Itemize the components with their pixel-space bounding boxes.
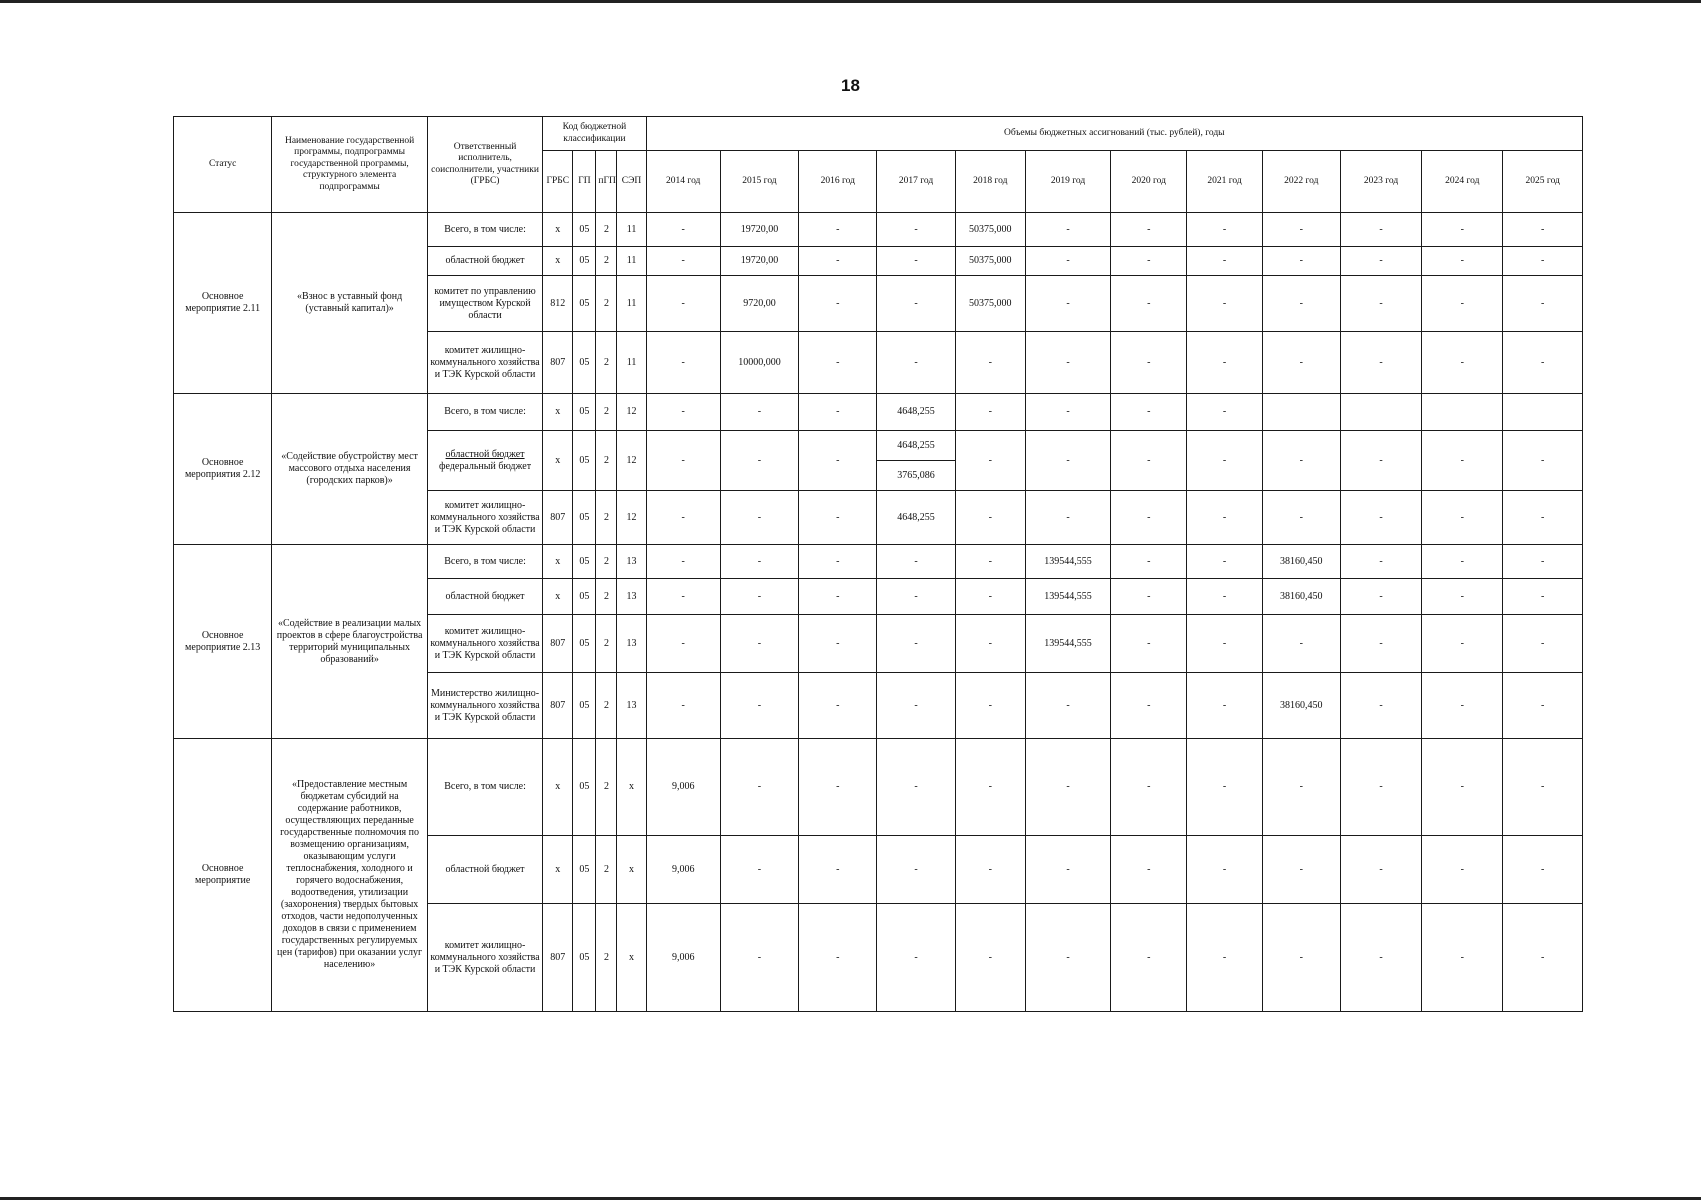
header-responsible: Ответственный исполнитель, соисполнители, участники (ГРБС) <box>427 117 542 213</box>
value-cell: - <box>1111 545 1187 579</box>
value-cell: - <box>1340 491 1421 545</box>
value-cell: - <box>1187 213 1262 247</box>
participant-cell: комитет жилищно-коммунального хозяйства и ТЭК Курской области <box>427 615 542 673</box>
participant-cell: областной бюджет федеральный бюджет <box>427 431 542 491</box>
value-cell: - <box>720 394 798 431</box>
code-gp-cell: 05 <box>573 673 596 739</box>
code-pgp-cell: 2 <box>596 673 617 739</box>
status-cell: Основное мероприятие 2.13 <box>174 545 272 739</box>
code-pgp-cell: 2 <box>596 332 617 394</box>
value-cell: - <box>1503 615 1583 673</box>
value-cell: - <box>877 904 955 1012</box>
value-cell: - <box>877 836 955 904</box>
value-cell: - <box>955 579 1025 615</box>
value-cell: - <box>1503 739 1583 836</box>
value-cell: - <box>1340 332 1421 394</box>
value-cell: - <box>1503 213 1583 247</box>
value-cell: - <box>877 739 955 836</box>
value-cell: - <box>646 276 720 332</box>
participant-cell: Всего, в том числе: <box>427 739 542 836</box>
value-cell: 9,006 <box>646 739 720 836</box>
code-sep-cell: 12 <box>617 491 646 545</box>
value-cell: 4648,255 <box>877 491 955 545</box>
value-cell: - <box>799 836 877 904</box>
table-row <box>174 213 1583 247</box>
value-cell: - <box>1111 904 1187 1012</box>
header-year-6: 2020 год <box>1111 151 1187 213</box>
value-cell: - <box>646 431 720 491</box>
status-cell: Основное мероприятия 2.12 <box>174 394 272 545</box>
value-cell: - <box>1503 491 1583 545</box>
code-pgp-cell: 2 <box>596 431 617 491</box>
code-sep-cell: 13 <box>617 615 646 673</box>
program-name-cell: «Предоставление местным бюджетам субсидий на содержание работников, осуществляющих переданные государственные полномочия по возмещению организациям, оказывающим услуги теплоснабжения, холодного и горячего водоснабжения, водоотведения, утилизации (захоронения) твердых бытовых отходов, части недополученных доходов в связи с применением государственных регулируемых цен (тарифов) при оказании услуг населению» <box>272 739 428 1012</box>
value-cell: - <box>1422 545 1503 579</box>
value-cell <box>1262 394 1340 431</box>
code-gp-cell: 05 <box>573 332 596 394</box>
code-sep-cell: 12 <box>617 431 646 491</box>
value-cell: - <box>1187 545 1262 579</box>
value-cell: - <box>799 431 877 491</box>
code-gp-cell: 05 <box>573 579 596 615</box>
code-gp-cell: 05 <box>573 276 596 332</box>
value-cell: - <box>799 904 877 1012</box>
value-cell: - <box>1503 545 1583 579</box>
value-cell: - <box>1340 545 1421 579</box>
value-cell: - <box>1422 213 1503 247</box>
value-cell: - <box>646 615 720 673</box>
value-cell: - <box>877 276 955 332</box>
value-cell: - <box>1111 332 1187 394</box>
value-cell: 38160,450 <box>1262 545 1340 579</box>
value-cell: - <box>799 213 877 247</box>
program-name-cell: «Содействие в реализации малых проектов в сфере благоустройства территорий муниципальных образований» <box>272 545 428 739</box>
value-cell: - <box>799 332 877 394</box>
value-cell: - <box>646 673 720 739</box>
value-cell: - <box>1111 394 1187 431</box>
value-cell: - <box>1262 836 1340 904</box>
value-cell: 19720,00 <box>720 247 798 276</box>
value-cell: - <box>720 739 798 836</box>
code-pgp-cell: 2 <box>596 836 617 904</box>
value-cell: - <box>1340 579 1421 615</box>
value-cell: - <box>720 579 798 615</box>
value-cell: - <box>799 673 877 739</box>
status-cell: Основное мероприятие 2.11 <box>174 213 272 394</box>
program-name-cell: «Взнос в уставный фонд (уставный капитал)» <box>272 213 428 394</box>
value-cell: - <box>1503 431 1583 491</box>
value-cell: - <box>1422 579 1503 615</box>
value-cell: - <box>1503 904 1583 1012</box>
code-pgp-cell: 2 <box>596 213 617 247</box>
program-name-cell: «Содействие обустройству мест массового отдыха населения (городских парков)» <box>272 394 428 545</box>
code-pgp-cell: 2 <box>596 491 617 545</box>
budget-table <box>173 116 1583 1012</box>
value-cell: - <box>1187 579 1262 615</box>
participant-cell: Всего, в том числе: <box>427 213 542 247</box>
value-cell: - <box>877 673 955 739</box>
code-grbs-cell: x <box>543 213 573 247</box>
value-cell: - <box>1262 904 1340 1012</box>
value-cell: - <box>1187 739 1262 836</box>
value-cell: - <box>1422 276 1503 332</box>
value-cell: - <box>1422 836 1503 904</box>
code-gp-cell: 05 <box>573 247 596 276</box>
value-cell: - <box>955 904 1025 1012</box>
value-cell: - <box>1025 836 1110 904</box>
header-status: Статус <box>174 117 272 213</box>
code-gp-cell: 05 <box>573 739 596 836</box>
value-cell: - <box>955 836 1025 904</box>
code-sep-cell: x <box>617 904 646 1012</box>
header-year-7: 2021 год <box>1187 151 1262 213</box>
value-cell: - <box>720 491 798 545</box>
code-sep-cell: 12 <box>617 394 646 431</box>
code-gp-cell: 05 <box>573 431 596 491</box>
value-cell: - <box>1422 247 1503 276</box>
code-grbs-cell: x <box>543 545 573 579</box>
value-cell: - <box>1111 213 1187 247</box>
value-cell: - <box>799 247 877 276</box>
participant-cell: комитет жилищно-коммунального хозяйства и ТЭК Курской области <box>427 332 542 394</box>
value-cell: - <box>877 615 955 673</box>
value-cell: - <box>1262 276 1340 332</box>
header-volumes-group: Объемы бюджетных ассигнований (тыс. рублей), годы <box>646 117 1582 151</box>
code-gp-cell: 05 <box>573 545 596 579</box>
participant-cell: комитет жилищно-коммунального хозяйства и ТЭК Курской области <box>427 491 542 545</box>
value-cell: - <box>1503 332 1583 394</box>
code-gp-cell: 05 <box>573 836 596 904</box>
value-cell: - <box>720 836 798 904</box>
code-grbs-cell: 807 <box>543 491 573 545</box>
code-sep-cell: 11 <box>617 276 646 332</box>
participant-cell: Всего, в том числе: <box>427 394 542 431</box>
value-cell: - <box>1340 431 1421 491</box>
value-cell: - <box>1025 276 1110 332</box>
header-year-9: 2023 год <box>1340 151 1421 213</box>
header-code-group: Код бюджетной классификации <box>543 117 646 151</box>
value-cell: - <box>799 491 877 545</box>
value-cell: - <box>799 276 877 332</box>
value-cell: - <box>1503 673 1583 739</box>
value-cell: 9720,00 <box>720 276 798 332</box>
value-cell: - <box>1187 673 1262 739</box>
header-year-10: 2024 год <box>1422 151 1503 213</box>
value-cell: - <box>1111 579 1187 615</box>
page-number: 18 <box>841 76 860 95</box>
value-cell: - <box>646 394 720 431</box>
value-cell: 50375,000 <box>955 247 1025 276</box>
value-cell: 19720,00 <box>720 213 798 247</box>
code-sep-cell: x <box>617 836 646 904</box>
code-sep-cell: x <box>617 739 646 836</box>
code-sep-cell: 11 <box>617 213 646 247</box>
value-cell: - <box>877 545 955 579</box>
value-cell: - <box>1503 247 1583 276</box>
table-row <box>174 545 1583 579</box>
value-cell: - <box>1025 394 1110 431</box>
header-code-0: ГРБС <box>543 151 573 213</box>
value-cell: - <box>720 545 798 579</box>
value-cell: - <box>877 213 955 247</box>
value-cell: 4648,255 <box>877 394 955 431</box>
value-cell: 139544,555 <box>1025 615 1110 673</box>
value-cell <box>1422 394 1503 431</box>
code-pgp-cell: 2 <box>596 904 617 1012</box>
code-grbs-cell: x <box>543 431 573 491</box>
code-gp-cell: 05 <box>573 615 596 673</box>
status-cell: Основное мероприятие <box>174 739 272 1012</box>
value-cell: - <box>1111 836 1187 904</box>
code-grbs-cell: 812 <box>543 276 573 332</box>
code-sep-cell: 13 <box>617 545 646 579</box>
code-sep-cell: 11 <box>617 332 646 394</box>
value-cell: - <box>955 615 1025 673</box>
code-gp-cell: 05 <box>573 904 596 1012</box>
value-cell: - <box>720 431 798 491</box>
value-cell: - <box>720 673 798 739</box>
value-cell: - <box>1262 431 1340 491</box>
value-cell: 50375,000 <box>955 276 1025 332</box>
value-cell: - <box>1340 739 1421 836</box>
value-cell: - <box>1262 739 1340 836</box>
code-sep-cell: 13 <box>617 673 646 739</box>
value-cell: - <box>1111 739 1187 836</box>
value-cell: - <box>1262 615 1340 673</box>
value-cell: - <box>1340 673 1421 739</box>
value-cell: - <box>1025 247 1110 276</box>
header-year-2: 2016 год <box>799 151 877 213</box>
value-cell: - <box>1025 213 1110 247</box>
value-cell: - <box>877 332 955 394</box>
value-cell: - <box>1111 276 1187 332</box>
value-cell: 139544,555 <box>1025 545 1110 579</box>
value-cell <box>1503 394 1583 431</box>
value-cell: - <box>1422 431 1503 491</box>
value-cell: - <box>1262 491 1340 545</box>
value-cell: - <box>1025 431 1110 491</box>
value-cell: - <box>1187 332 1262 394</box>
value-cell: - <box>1111 615 1187 673</box>
code-grbs-cell: x <box>543 836 573 904</box>
value-cell: - <box>1025 332 1110 394</box>
value-cell: - <box>646 247 720 276</box>
value-cell: - <box>1340 904 1421 1012</box>
value-cell: - <box>1111 673 1187 739</box>
participant-cell: Всего, в том числе: <box>427 545 542 579</box>
code-grbs-cell: 807 <box>543 332 573 394</box>
value-cell: - <box>646 545 720 579</box>
participant-cell: комитет по управлению имуществом Курской области <box>427 276 542 332</box>
header-year-8: 2022 год <box>1262 151 1340 213</box>
participant-cell: областной бюджет <box>427 247 542 276</box>
value-cell: - <box>1025 673 1110 739</box>
header-year-5: 2019 год <box>1025 151 1110 213</box>
value-cell: - <box>799 739 877 836</box>
participant-cell: областной бюджет <box>427 836 542 904</box>
value-cell: 38160,450 <box>1262 579 1340 615</box>
value-cell: - <box>1111 247 1187 276</box>
value-cell: - <box>1262 332 1340 394</box>
value-cell: - <box>955 545 1025 579</box>
code-gp-cell: 05 <box>573 491 596 545</box>
header-code-1: ГП <box>573 151 596 213</box>
value-cell: - <box>1503 276 1583 332</box>
code-grbs-cell: x <box>543 394 573 431</box>
code-pgp-cell: 2 <box>596 579 617 615</box>
value-cell: 38160,450 <box>1262 673 1340 739</box>
header-year-1: 2015 год <box>720 151 798 213</box>
value-cell: - <box>1422 904 1503 1012</box>
value-cell: - <box>1340 836 1421 904</box>
value-cell: - <box>1025 491 1110 545</box>
value-cell: - <box>720 904 798 1012</box>
value-cell: - <box>1422 615 1503 673</box>
value-cell: - <box>877 579 955 615</box>
value-cell: 9,006 <box>646 836 720 904</box>
header-year-4: 2018 год <box>955 151 1025 213</box>
value-cell: - <box>799 394 877 431</box>
value-cell: - <box>955 491 1025 545</box>
value-cell: - <box>799 545 877 579</box>
value-cell: 139544,555 <box>1025 579 1110 615</box>
value-cell: - <box>1187 836 1262 904</box>
value-cell: - <box>1025 904 1110 1012</box>
header-year-11: 2025 год <box>1503 151 1583 213</box>
value-cell: - <box>1025 739 1110 836</box>
code-grbs-cell: 807 <box>543 615 573 673</box>
value-cell: - <box>1422 332 1503 394</box>
code-pgp-cell: 2 <box>596 615 617 673</box>
header-year-3: 2017 год <box>877 151 955 213</box>
value-cell: - <box>1503 579 1583 615</box>
value-cell: - <box>1422 491 1503 545</box>
value-cell: - <box>955 739 1025 836</box>
table-row <box>174 739 1583 836</box>
code-sep-cell: 13 <box>617 579 646 615</box>
table-row <box>174 394 1583 431</box>
value-cell: - <box>1187 247 1262 276</box>
value-cell: - <box>1340 276 1421 332</box>
value-cell: 50375,000 <box>955 213 1025 247</box>
value-cell: - <box>1340 615 1421 673</box>
value-cell: - <box>1340 213 1421 247</box>
code-grbs-cell: x <box>543 247 573 276</box>
header-name: Наименование государственной программы, подпрограммы государственной программы, структурного элемента подпрограммы <box>272 117 428 213</box>
code-pgp-cell: 2 <box>596 247 617 276</box>
value-cell: - <box>799 615 877 673</box>
code-grbs-cell: 807 <box>543 904 573 1012</box>
value-cell: - <box>1340 247 1421 276</box>
value-cell: - <box>1262 213 1340 247</box>
page-edge-top <box>0 0 1701 3</box>
participant-cell: комитет жилищно-коммунального хозяйства и ТЭК Курской области <box>427 904 542 1012</box>
value-cell: - <box>955 673 1025 739</box>
value-cell: - <box>1187 615 1262 673</box>
value-cell: - <box>1187 431 1262 491</box>
value-cell: - <box>877 247 955 276</box>
value-cell: - <box>646 491 720 545</box>
value-cell: - <box>1111 431 1187 491</box>
code-grbs-cell: x <box>543 579 573 615</box>
code-gp-cell: 05 <box>573 213 596 247</box>
code-grbs-cell: 807 <box>543 673 573 739</box>
value-cell: - <box>646 332 720 394</box>
value-cell: - <box>1187 491 1262 545</box>
code-pgp-cell: 2 <box>596 276 617 332</box>
value-cell: - <box>1111 491 1187 545</box>
value-cell: 10000,000 <box>720 332 798 394</box>
value-cell: - <box>1422 673 1503 739</box>
code-grbs-cell: x <box>543 739 573 836</box>
value-cell: - <box>720 615 798 673</box>
participant-cell: Министерство жилищно-коммунального хозяйства и ТЭК Курской области <box>427 673 542 739</box>
value-cell: 4648,255 3765,086 <box>877 431 955 491</box>
value-cell: - <box>1262 247 1340 276</box>
value-cell: - <box>1187 276 1262 332</box>
header-code-3: СЭП <box>617 151 646 213</box>
value-cell: - <box>1422 739 1503 836</box>
value-cell: - <box>955 332 1025 394</box>
code-pgp-cell: 2 <box>596 739 617 836</box>
value-cell: - <box>955 394 1025 431</box>
header-code-2: пГП <box>596 151 617 213</box>
value-cell: - <box>1503 836 1583 904</box>
code-pgp-cell: 2 <box>596 394 617 431</box>
value-cell: 9,006 <box>646 904 720 1012</box>
value-cell: - <box>955 431 1025 491</box>
value-cell: - <box>1187 904 1262 1012</box>
code-pgp-cell: 2 <box>596 545 617 579</box>
value-cell: - <box>1187 394 1262 431</box>
value-cell: - <box>646 579 720 615</box>
code-gp-cell: 05 <box>573 394 596 431</box>
header-year-0: 2014 год <box>646 151 720 213</box>
value-cell: - <box>646 213 720 247</box>
value-cell <box>1340 394 1421 431</box>
value-cell: - <box>799 579 877 615</box>
participant-cell: областной бюджет <box>427 579 542 615</box>
code-sep-cell: 11 <box>617 247 646 276</box>
